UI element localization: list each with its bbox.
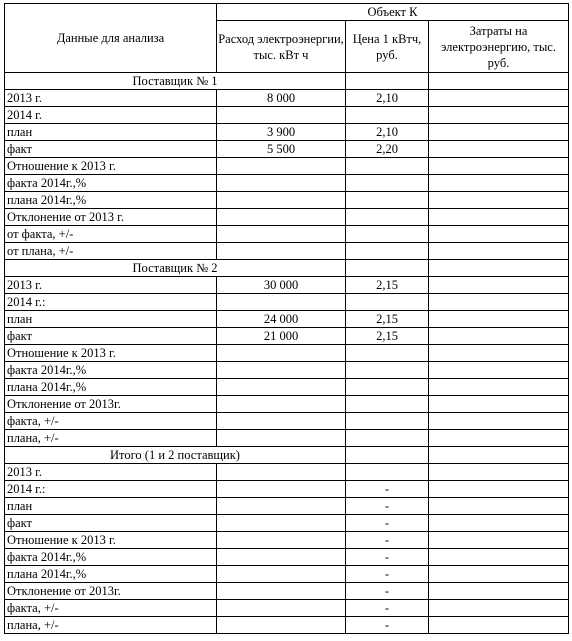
row-label-cell: от плана, +/-: [5, 243, 217, 260]
consumption-cell: [217, 175, 346, 192]
row-label-cell: плана 2014г.,%: [5, 192, 217, 209]
table-row: [5, 379, 569, 396]
price-cell: [346, 430, 429, 447]
cost-cell: [429, 175, 569, 192]
price-cell: [346, 243, 429, 260]
cost-cell: [429, 379, 569, 396]
row-label-cell: Отношение к 2013 г.: [5, 532, 217, 549]
table-row: [5, 243, 569, 260]
consumption-cell: [217, 532, 346, 549]
cost-cell: [429, 243, 569, 260]
price-cell: -: [346, 515, 429, 532]
row-label-cell: план: [5, 124, 217, 141]
object-header: Объект К: [217, 4, 569, 21]
consumption-cell: 3 900: [217, 124, 346, 141]
price-cell: [346, 345, 429, 362]
price-cell: [346, 158, 429, 175]
cost-cell: [429, 430, 569, 447]
price-cell: -: [346, 481, 429, 498]
consumption-cell: [217, 209, 346, 226]
row-label-cell: 2013 г.: [5, 90, 217, 107]
analysis-data-header: Данные для анализа: [5, 4, 217, 73]
price-cell: -: [346, 583, 429, 600]
cost-cell: [429, 532, 569, 549]
consumption-column-header: Расход электроэнергии, тыс. кВт ч: [217, 21, 346, 73]
consumption-cell: [217, 226, 346, 243]
row-label-cell: Отклонение от 2013г.: [5, 583, 217, 600]
table-row: [5, 226, 569, 243]
row-label-cell: Отношение к 2013 г.: [5, 158, 217, 175]
table-header: [5, 4, 569, 73]
consumption-cell: [217, 600, 346, 617]
consumption-cell: [217, 515, 346, 532]
cost-cell: [429, 583, 569, 600]
table-row: [5, 328, 569, 345]
table-row: [5, 175, 569, 192]
row-label-cell: плана, +/-: [5, 617, 217, 634]
price-cell: -: [346, 498, 429, 515]
price-cell: [346, 294, 429, 311]
consumption-cell: [217, 583, 346, 600]
section-header-row: [5, 447, 569, 464]
price-cell: 2,10: [346, 90, 429, 107]
cost-cell: [429, 515, 569, 532]
consumption-cell: [217, 294, 346, 311]
table-row: [5, 345, 569, 362]
table-row: [5, 532, 569, 549]
empty-cell: [346, 260, 429, 277]
table-row: [5, 107, 569, 124]
row-label-cell: Отклонение от 2013 г.: [5, 209, 217, 226]
table-row: [5, 311, 569, 328]
row-label-cell: плана, +/-: [5, 430, 217, 447]
row-label-cell: факт: [5, 141, 217, 158]
row-label-cell: 2013 г.: [5, 464, 217, 481]
section-header-row: [5, 260, 569, 277]
row-label-cell: факта 2014г.,%: [5, 175, 217, 192]
price-cell: 2,15: [346, 328, 429, 345]
price-cell: 2,20: [346, 141, 429, 158]
row-label-cell: факта 2014г.,%: [5, 549, 217, 566]
analysis-table-container: [4, 3, 569, 634]
row-label-cell: 2014 г.:: [5, 481, 217, 498]
table-row: [5, 549, 569, 566]
cost-cell: [429, 141, 569, 158]
consumption-cell: 5 500: [217, 141, 346, 158]
table-row: [5, 515, 569, 532]
table-row: [5, 430, 569, 447]
cost-cell: [429, 566, 569, 583]
consumption-cell: [217, 481, 346, 498]
cost-cell: [429, 192, 569, 209]
table-row: [5, 600, 569, 617]
table-row: [5, 158, 569, 175]
cost-cell: [429, 396, 569, 413]
table-row: [5, 396, 569, 413]
row-label-cell: 2014 г.: [5, 107, 217, 124]
empty-cell: [346, 447, 429, 464]
cost-cell: [429, 617, 569, 634]
price-cell: [346, 226, 429, 243]
price-cell: -: [346, 566, 429, 583]
row-label-cell: факта, +/-: [5, 413, 217, 430]
row-label-cell: от факта, +/-: [5, 226, 217, 243]
cost-cell: [429, 464, 569, 481]
row-label-cell: факт: [5, 515, 217, 532]
row-label-cell: плана 2014г.,%: [5, 379, 217, 396]
price-cell: -: [346, 549, 429, 566]
cost-cell: [429, 498, 569, 515]
consumption-cell: [217, 362, 346, 379]
price-cell: 2,10: [346, 124, 429, 141]
empty-cell: [346, 73, 429, 90]
table-row: [5, 566, 569, 583]
table-row: [5, 90, 569, 107]
cost-cell: [429, 158, 569, 175]
cost-cell: [429, 107, 569, 124]
row-label-cell: 2014 г.:: [5, 294, 217, 311]
cost-cell: [429, 345, 569, 362]
row-label-cell: план: [5, 311, 217, 328]
table-body: [5, 73, 569, 634]
cost-column-header: Затраты на электроэнергию, тыс. руб.: [429, 21, 569, 73]
row-label-cell: факта 2014г.,%: [5, 362, 217, 379]
price-cell: [346, 413, 429, 430]
consumption-cell: [217, 566, 346, 583]
table-row: [5, 141, 569, 158]
cost-cell: [429, 209, 569, 226]
price-cell: [346, 362, 429, 379]
row-label-cell: факта, +/-: [5, 600, 217, 617]
consumption-cell: [217, 464, 346, 481]
table-row: [5, 277, 569, 294]
price-cell: [346, 175, 429, 192]
section-header-row: [5, 73, 569, 90]
section-title: Поставщик № 1: [5, 73, 346, 90]
consumption-cell: [217, 107, 346, 124]
price-cell: [346, 209, 429, 226]
row-label-cell: Отношение к 2013 г.: [5, 345, 217, 362]
table-row: [5, 413, 569, 430]
table-row: [5, 481, 569, 498]
cost-cell: [429, 311, 569, 328]
cost-cell: [429, 90, 569, 107]
consumption-cell: [217, 396, 346, 413]
consumption-cell: 30 000: [217, 277, 346, 294]
row-label-cell: 2013 г.: [5, 277, 217, 294]
table-row: [5, 617, 569, 634]
empty-cell: [429, 73, 569, 90]
consumption-cell: [217, 345, 346, 362]
row-label-cell: Отклонение от 2013г.: [5, 396, 217, 413]
empty-cell: [429, 447, 569, 464]
consumption-cell: [217, 379, 346, 396]
cost-cell: [429, 226, 569, 243]
price-cell: -: [346, 600, 429, 617]
cost-cell: [429, 362, 569, 379]
price-cell: [346, 464, 429, 481]
analysis-table: [4, 3, 569, 634]
row-label-cell: плана 2014г.,%: [5, 566, 217, 583]
cost-cell: [429, 277, 569, 294]
row-label-cell: план: [5, 498, 217, 515]
consumption-cell: [217, 549, 346, 566]
price-column-header: Цена 1 кВтч, руб.: [346, 21, 429, 73]
cost-cell: [429, 124, 569, 141]
consumption-cell: [217, 243, 346, 260]
cost-cell: [429, 413, 569, 430]
price-cell: [346, 192, 429, 209]
consumption-cell: 8 000: [217, 90, 346, 107]
table-row: [5, 362, 569, 379]
price-cell: [346, 107, 429, 124]
price-cell: [346, 379, 429, 396]
row-label-cell: факт: [5, 328, 217, 345]
consumption-cell: 21 000: [217, 328, 346, 345]
consumption-cell: [217, 498, 346, 515]
consumption-cell: [217, 158, 346, 175]
consumption-cell: 24 000: [217, 311, 346, 328]
table-row: [5, 583, 569, 600]
table-row: [5, 464, 569, 481]
consumption-cell: [217, 617, 346, 634]
section-title: Поставщик № 2: [5, 260, 346, 277]
price-cell: 2,15: [346, 311, 429, 328]
consumption-cell: [217, 430, 346, 447]
table-row: [5, 209, 569, 226]
cost-cell: [429, 481, 569, 498]
consumption-cell: [217, 192, 346, 209]
price-cell: [346, 396, 429, 413]
table-row: [5, 294, 569, 311]
empty-cell: [429, 260, 569, 277]
price-cell: -: [346, 617, 429, 634]
section-title: Итого (1 и 2 поставщик): [5, 447, 346, 464]
table-row: [5, 498, 569, 515]
cost-cell: [429, 328, 569, 345]
cost-cell: [429, 549, 569, 566]
table-row: [5, 192, 569, 209]
table-row: [5, 124, 569, 141]
consumption-cell: [217, 413, 346, 430]
price-cell: 2,15: [346, 277, 429, 294]
price-cell: -: [346, 532, 429, 549]
cost-cell: [429, 294, 569, 311]
cost-cell: [429, 600, 569, 617]
